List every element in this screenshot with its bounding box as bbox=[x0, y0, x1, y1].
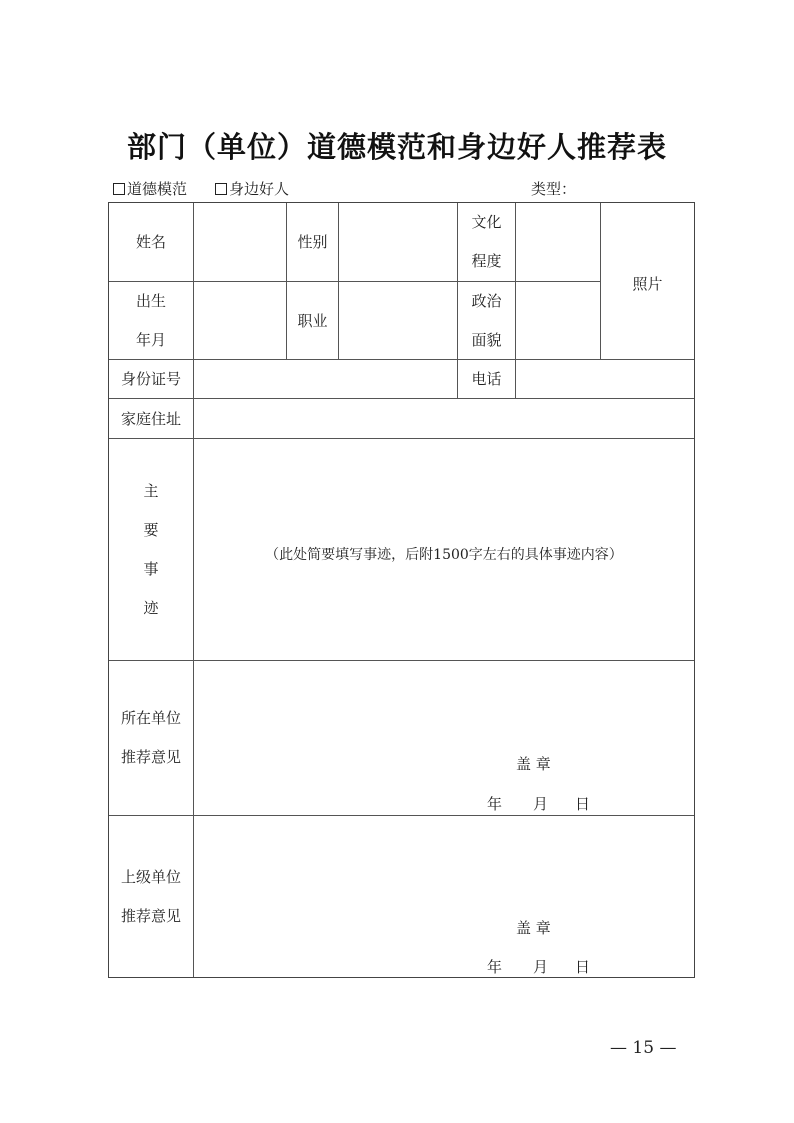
label-main-deeds bbox=[109, 439, 193, 660]
form-table bbox=[108, 202, 695, 978]
superior-seal-label: 盖 章 bbox=[516, 919, 551, 937]
option-moral-model[interactable] bbox=[113, 178, 187, 199]
label-political-line1: 政治 bbox=[471, 291, 502, 310]
field-education[interactable] bbox=[516, 203, 600, 281]
field-political-status[interactable] bbox=[516, 282, 600, 359]
label-birth-line1: 出生 bbox=[135, 291, 166, 310]
label-superior-opinion-line1: 上级单位 bbox=[120, 867, 181, 886]
label-political-line2: 面貌 bbox=[471, 330, 502, 349]
page-number: — 15 — bbox=[610, 1038, 677, 1058]
deeds-hint: （此处简要填写事迹，后附1500字左右的具体事迹内容） bbox=[265, 547, 623, 563]
superior-date-month: 月 bbox=[533, 958, 549, 976]
label-superior-opinion bbox=[109, 816, 193, 977]
label-unit-opinion-line2: 推荐意见 bbox=[120, 748, 181, 766]
field-id-number[interactable] bbox=[194, 360, 457, 398]
label-birth-line2: 年月 bbox=[135, 330, 166, 349]
unit-seal-label: 盖 章 bbox=[516, 755, 551, 773]
photo-box[interactable] bbox=[601, 203, 694, 359]
label-phone: 电话 bbox=[471, 370, 502, 388]
field-main-deeds[interactable] bbox=[194, 439, 694, 660]
option-moral-model-label: 道德模范 bbox=[127, 180, 188, 198]
field-phone[interactable] bbox=[516, 360, 694, 398]
label-education-line1: 文化 bbox=[471, 213, 502, 231]
label-deeds-char: 事 bbox=[143, 559, 159, 578]
unit-date-month: 月 bbox=[533, 795, 549, 813]
label-photo: 照片 bbox=[632, 275, 663, 293]
field-gender[interactable] bbox=[339, 203, 457, 281]
superior-date-day: 日 bbox=[575, 958, 591, 976]
field-birth[interactable] bbox=[194, 282, 286, 359]
label-unit-opinion bbox=[109, 661, 193, 815]
type-label: 类型： bbox=[531, 180, 577, 198]
field-superior-opinion[interactable] bbox=[194, 816, 694, 977]
label-education-line2: 程度 bbox=[471, 252, 502, 270]
label-deeds-char: 迹 bbox=[143, 598, 159, 617]
label-education bbox=[458, 203, 515, 281]
label-gender: 性别 bbox=[297, 233, 328, 251]
label-deeds-char: 要 bbox=[143, 520, 159, 539]
label-political-status bbox=[458, 282, 515, 359]
option-good-person[interactable] bbox=[215, 178, 289, 199]
label-address: 家庭住址 bbox=[120, 409, 181, 428]
label-deeds-char: 主 bbox=[143, 481, 159, 500]
form-title: 部门（单位）道德模范和身边好人推荐表 bbox=[126, 130, 667, 164]
checkbox-moral-model[interactable] bbox=[113, 183, 125, 195]
field-unit-opinion[interactable] bbox=[194, 661, 694, 815]
field-name[interactable] bbox=[194, 203, 286, 281]
field-job[interactable] bbox=[339, 282, 457, 359]
label-birth bbox=[109, 282, 193, 359]
label-job: 职业 bbox=[297, 311, 328, 330]
superior-date-year: 年 bbox=[487, 958, 503, 976]
field-address[interactable] bbox=[194, 399, 694, 438]
unit-date-day: 日 bbox=[575, 795, 591, 813]
label-name: 姓名 bbox=[135, 233, 166, 251]
label-id-number: 身份证号 bbox=[120, 370, 181, 388]
checkbox-good-person[interactable] bbox=[215, 183, 227, 195]
unit-date-year: 年 bbox=[487, 795, 503, 813]
option-good-person-label: 身边好人 bbox=[229, 180, 290, 198]
label-unit-opinion-line1: 所在单位 bbox=[120, 709, 181, 727]
label-superior-opinion-line2: 推荐意见 bbox=[120, 906, 181, 925]
